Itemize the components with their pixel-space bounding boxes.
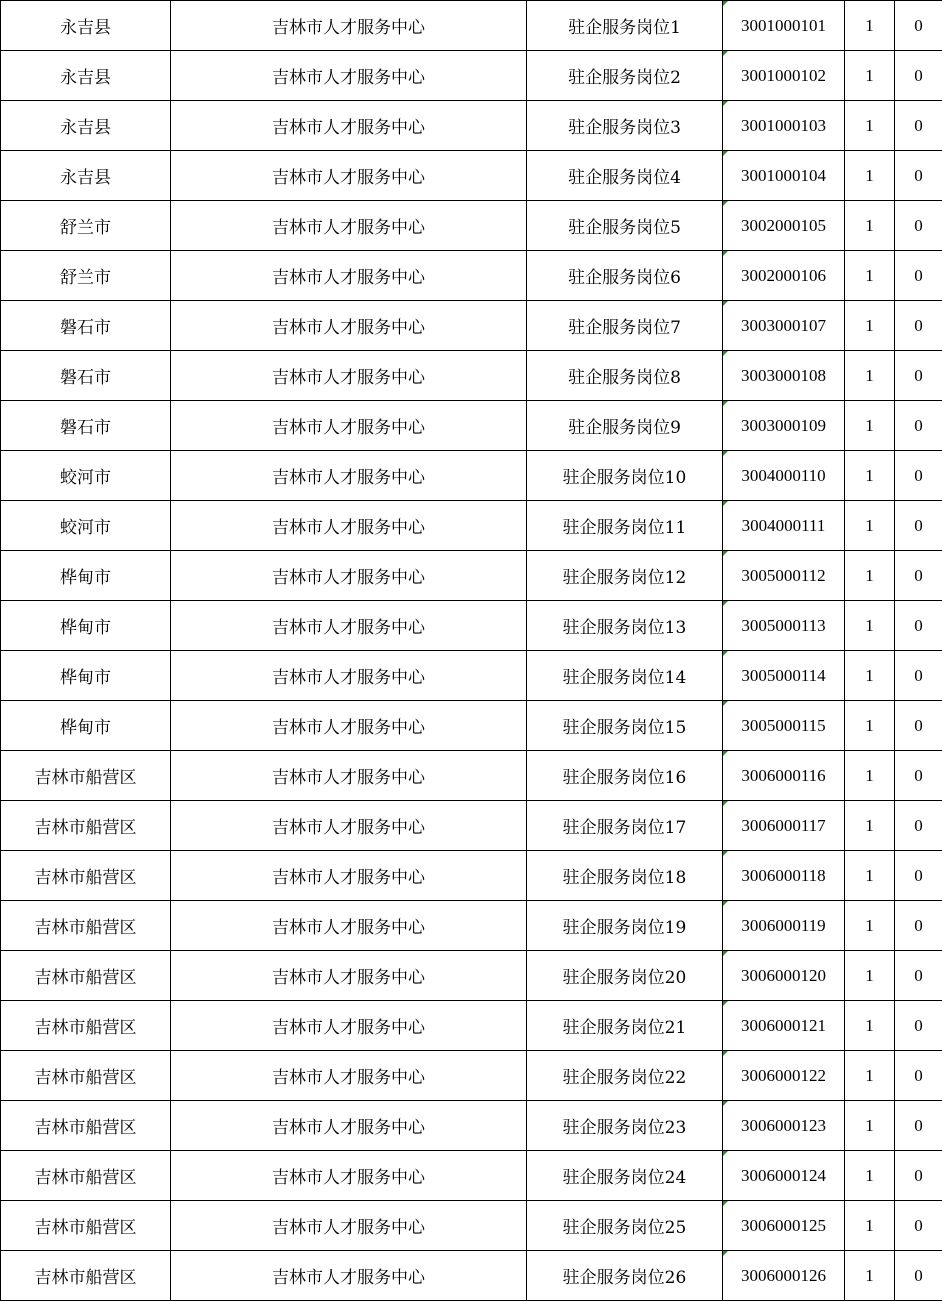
cell-unit: 吉林市人才服务中心 bbox=[171, 401, 527, 451]
cell-position-code: 3006000120 bbox=[723, 951, 845, 1001]
cell-applied-count: 0 bbox=[895, 1101, 942, 1151]
cell-recruit-count: 1 bbox=[845, 101, 895, 151]
cell-area: 吉林市船营区 bbox=[1, 801, 171, 851]
cell-recruit-count: 1 bbox=[845, 151, 895, 201]
table-row bbox=[1, 1101, 942, 1151]
cell-area: 桦甸市 bbox=[1, 701, 171, 751]
cell-position-code: 3006000117 bbox=[723, 801, 845, 851]
table-row bbox=[1, 901, 942, 951]
cell-applied-count: 0 bbox=[895, 351, 942, 401]
cell-area: 桦甸市 bbox=[1, 651, 171, 701]
table-row bbox=[1, 151, 942, 201]
cell-position-code: 3006000118 bbox=[723, 851, 845, 901]
cell-unit: 吉林市人才服务中心 bbox=[171, 501, 527, 551]
cell-unit: 吉林市人才服务中心 bbox=[171, 1201, 527, 1251]
cell-position-code: 3004000110 bbox=[723, 451, 845, 501]
cell-applied-count: 0 bbox=[895, 801, 942, 851]
cell-applied-count: 0 bbox=[895, 851, 942, 901]
cell-area: 永吉县 bbox=[1, 151, 171, 201]
cell-unit: 吉林市人才服务中心 bbox=[171, 1051, 527, 1101]
cell-recruit-count: 1 bbox=[845, 801, 895, 851]
cell-area: 桦甸市 bbox=[1, 601, 171, 651]
table-row bbox=[1, 801, 942, 851]
cell-applied-count: 0 bbox=[895, 401, 942, 451]
cell-position-code: 3002000105 bbox=[723, 201, 845, 251]
cell-position: 驻企服务岗位7 bbox=[527, 301, 723, 351]
cell-position-code: 3001000103 bbox=[723, 101, 845, 151]
cell-area: 永吉县 bbox=[1, 51, 171, 101]
cell-area: 蛟河市 bbox=[1, 501, 171, 551]
cell-unit: 吉林市人才服务中心 bbox=[171, 1251, 527, 1301]
cell-applied-count: 0 bbox=[895, 601, 942, 651]
cell-position: 驻企服务岗位25 bbox=[527, 1201, 723, 1251]
cell-position-code: 3002000106 bbox=[723, 251, 845, 301]
table-row bbox=[1, 251, 942, 301]
cell-position: 驻企服务岗位14 bbox=[527, 651, 723, 701]
cell-unit: 吉林市人才服务中心 bbox=[171, 151, 527, 201]
cell-applied-count: 0 bbox=[895, 1151, 942, 1201]
cell-unit: 吉林市人才服务中心 bbox=[171, 1001, 527, 1051]
cell-position: 驻企服务岗位1 bbox=[527, 1, 723, 51]
cell-unit: 吉林市人才服务中心 bbox=[171, 701, 527, 751]
cell-position: 驻企服务岗位24 bbox=[527, 1151, 723, 1201]
cell-unit: 吉林市人才服务中心 bbox=[171, 51, 527, 101]
cell-area: 桦甸市 bbox=[1, 551, 171, 601]
cell-unit: 吉林市人才服务中心 bbox=[171, 1, 527, 51]
cell-unit: 吉林市人才服务中心 bbox=[171, 351, 527, 401]
cell-recruit-count: 1 bbox=[845, 1101, 895, 1151]
cell-unit: 吉林市人才服务中心 bbox=[171, 901, 527, 951]
table-row bbox=[1, 451, 942, 501]
cell-applied-count: 0 bbox=[895, 151, 942, 201]
cell-position: 驻企服务岗位5 bbox=[527, 201, 723, 251]
cell-position: 驻企服务岗位8 bbox=[527, 351, 723, 401]
cell-area: 吉林市船营区 bbox=[1, 1051, 171, 1101]
cell-position: 驻企服务岗位11 bbox=[527, 501, 723, 551]
cell-position: 驻企服务岗位21 bbox=[527, 1001, 723, 1051]
table-row bbox=[1, 201, 942, 251]
cell-position: 驻企服务岗位3 bbox=[527, 101, 723, 151]
cell-unit: 吉林市人才服务中心 bbox=[171, 601, 527, 651]
cell-applied-count: 0 bbox=[895, 251, 942, 301]
cell-area: 吉林市船营区 bbox=[1, 1001, 171, 1051]
cell-unit: 吉林市人才服务中心 bbox=[171, 101, 527, 151]
cell-applied-count: 0 bbox=[895, 1001, 942, 1051]
cell-area: 吉林市船营区 bbox=[1, 751, 171, 801]
cell-area: 吉林市船营区 bbox=[1, 1151, 171, 1201]
cell-applied-count: 0 bbox=[895, 101, 942, 151]
cell-position-code: 3006000116 bbox=[723, 751, 845, 801]
cell-area: 舒兰市 bbox=[1, 201, 171, 251]
cell-unit: 吉林市人才服务中心 bbox=[171, 651, 527, 701]
table-row bbox=[1, 501, 942, 551]
cell-position-code: 3006000123 bbox=[723, 1101, 845, 1151]
cell-position-code: 3005000114 bbox=[723, 651, 845, 701]
table-row bbox=[1, 351, 942, 401]
cell-area: 吉林市船营区 bbox=[1, 951, 171, 1001]
cell-unit: 吉林市人才服务中心 bbox=[171, 551, 527, 601]
cell-position: 驻企服务岗位22 bbox=[527, 1051, 723, 1101]
cell-area: 磐石市 bbox=[1, 301, 171, 351]
cell-position: 驻企服务岗位4 bbox=[527, 151, 723, 201]
cell-recruit-count: 1 bbox=[845, 51, 895, 101]
table-row bbox=[1, 1051, 942, 1101]
table-row bbox=[1, 1251, 942, 1301]
cell-position-code: 3001000104 bbox=[723, 151, 845, 201]
cell-unit: 吉林市人才服务中心 bbox=[171, 1101, 527, 1151]
cell-position-code: 3006000124 bbox=[723, 1151, 845, 1201]
cell-position: 驻企服务岗位10 bbox=[527, 451, 723, 501]
cell-area: 吉林市船营区 bbox=[1, 851, 171, 901]
cell-unit: 吉林市人才服务中心 bbox=[171, 851, 527, 901]
cell-recruit-count: 1 bbox=[845, 1251, 895, 1301]
cell-position: 驻企服务岗位23 bbox=[527, 1101, 723, 1151]
cell-position-code: 3006000121 bbox=[723, 1001, 845, 1051]
cell-unit: 吉林市人才服务中心 bbox=[171, 451, 527, 501]
cell-area: 吉林市船营区 bbox=[1, 1201, 171, 1251]
cell-area: 吉林市船营区 bbox=[1, 1101, 171, 1151]
cell-unit: 吉林市人才服务中心 bbox=[171, 251, 527, 301]
cell-area: 蛟河市 bbox=[1, 451, 171, 501]
table-row bbox=[1, 751, 942, 801]
cell-recruit-count: 1 bbox=[845, 601, 895, 651]
table-row bbox=[1, 551, 942, 601]
cell-recruit-count: 1 bbox=[845, 1, 895, 51]
cell-applied-count: 0 bbox=[895, 501, 942, 551]
cell-position-code: 3006000119 bbox=[723, 901, 845, 951]
table-row bbox=[1, 1151, 942, 1201]
cell-area: 永吉县 bbox=[1, 101, 171, 151]
cell-area: 吉林市船营区 bbox=[1, 901, 171, 951]
cell-area: 舒兰市 bbox=[1, 251, 171, 301]
cell-applied-count: 0 bbox=[895, 301, 942, 351]
cell-position: 驻企服务岗位19 bbox=[527, 901, 723, 951]
cell-position: 驻企服务岗位13 bbox=[527, 601, 723, 651]
table-row bbox=[1, 701, 942, 751]
cell-recruit-count: 1 bbox=[845, 351, 895, 401]
cell-unit: 吉林市人才服务中心 bbox=[171, 951, 527, 1001]
cell-position: 驻企服务岗位20 bbox=[527, 951, 723, 1001]
cell-unit: 吉林市人才服务中心 bbox=[171, 1151, 527, 1201]
cell-applied-count: 0 bbox=[895, 551, 942, 601]
cell-position-code: 3006000126 bbox=[723, 1251, 845, 1301]
cell-position: 驻企服务岗位12 bbox=[527, 551, 723, 601]
table-row bbox=[1, 651, 942, 701]
cell-applied-count: 0 bbox=[895, 1051, 942, 1101]
table-row bbox=[1, 1201, 942, 1251]
table-body bbox=[1, 1, 942, 1301]
cell-applied-count: 0 bbox=[895, 51, 942, 101]
cell-recruit-count: 1 bbox=[845, 751, 895, 801]
table-row bbox=[1, 101, 942, 151]
cell-recruit-count: 1 bbox=[845, 651, 895, 701]
cell-applied-count: 0 bbox=[895, 1251, 942, 1301]
cell-applied-count: 0 bbox=[895, 901, 942, 951]
cell-recruit-count: 1 bbox=[845, 451, 895, 501]
cell-position: 驻企服务岗位18 bbox=[527, 851, 723, 901]
cell-recruit-count: 1 bbox=[845, 1001, 895, 1051]
cell-position: 驻企服务岗位17 bbox=[527, 801, 723, 851]
cell-position: 驻企服务岗位26 bbox=[527, 1251, 723, 1301]
cell-applied-count: 0 bbox=[895, 751, 942, 801]
cell-recruit-count: 1 bbox=[845, 951, 895, 1001]
cell-recruit-count: 1 bbox=[845, 701, 895, 751]
cell-recruit-count: 1 bbox=[845, 1201, 895, 1251]
cell-position: 驻企服务岗位9 bbox=[527, 401, 723, 451]
cell-applied-count: 0 bbox=[895, 951, 942, 1001]
table-row bbox=[1, 301, 942, 351]
cell-recruit-count: 1 bbox=[845, 401, 895, 451]
cell-unit: 吉林市人才服务中心 bbox=[171, 801, 527, 851]
cell-position-code: 3004000111 bbox=[723, 501, 845, 551]
cell-position-code: 3006000125 bbox=[723, 1201, 845, 1251]
cell-position-code: 3003000109 bbox=[723, 401, 845, 451]
cell-position: 驻企服务岗位15 bbox=[527, 701, 723, 751]
cell-area: 磐石市 bbox=[1, 351, 171, 401]
cell-recruit-count: 1 bbox=[845, 501, 895, 551]
cell-applied-count: 0 bbox=[895, 451, 942, 501]
cell-position: 驻企服务岗位16 bbox=[527, 751, 723, 801]
table-row bbox=[1, 951, 942, 1001]
cell-recruit-count: 1 bbox=[845, 301, 895, 351]
cell-area: 磐石市 bbox=[1, 401, 171, 451]
cell-applied-count: 0 bbox=[895, 701, 942, 751]
table-row bbox=[1, 51, 942, 101]
table-row bbox=[1, 851, 942, 901]
cell-position-code: 3005000113 bbox=[723, 601, 845, 651]
cell-area: 永吉县 bbox=[1, 1, 171, 51]
cell-position: 驻企服务岗位2 bbox=[527, 51, 723, 101]
cell-area: 吉林市船营区 bbox=[1, 1251, 171, 1301]
cell-recruit-count: 1 bbox=[845, 901, 895, 951]
cell-applied-count: 0 bbox=[895, 201, 942, 251]
cell-position-code: 3001000102 bbox=[723, 51, 845, 101]
cell-recruit-count: 1 bbox=[845, 251, 895, 301]
table-row bbox=[1, 1001, 942, 1051]
table-row bbox=[1, 601, 942, 651]
cell-recruit-count: 1 bbox=[845, 1151, 895, 1201]
cell-position-code: 3001000101 bbox=[723, 1, 845, 51]
cell-position-code: 3006000122 bbox=[723, 1051, 845, 1101]
cell-recruit-count: 1 bbox=[845, 851, 895, 901]
cell-applied-count: 0 bbox=[895, 1201, 942, 1251]
cell-position-code: 3005000115 bbox=[723, 701, 845, 751]
cell-recruit-count: 1 bbox=[845, 1051, 895, 1101]
cell-applied-count: 0 bbox=[895, 651, 942, 701]
cell-applied-count: 0 bbox=[895, 1, 942, 51]
table-row bbox=[1, 1, 942, 51]
cell-position-code: 3003000108 bbox=[723, 351, 845, 401]
cell-recruit-count: 1 bbox=[845, 551, 895, 601]
cell-position-code: 3003000107 bbox=[723, 301, 845, 351]
cell-unit: 吉林市人才服务中心 bbox=[171, 201, 527, 251]
cell-unit: 吉林市人才服务中心 bbox=[171, 301, 527, 351]
cell-position-code: 3005000112 bbox=[723, 551, 845, 601]
cell-position: 驻企服务岗位6 bbox=[527, 251, 723, 301]
cell-recruit-count: 1 bbox=[845, 201, 895, 251]
table-row bbox=[1, 401, 942, 451]
cell-unit: 吉林市人才服务中心 bbox=[171, 751, 527, 801]
